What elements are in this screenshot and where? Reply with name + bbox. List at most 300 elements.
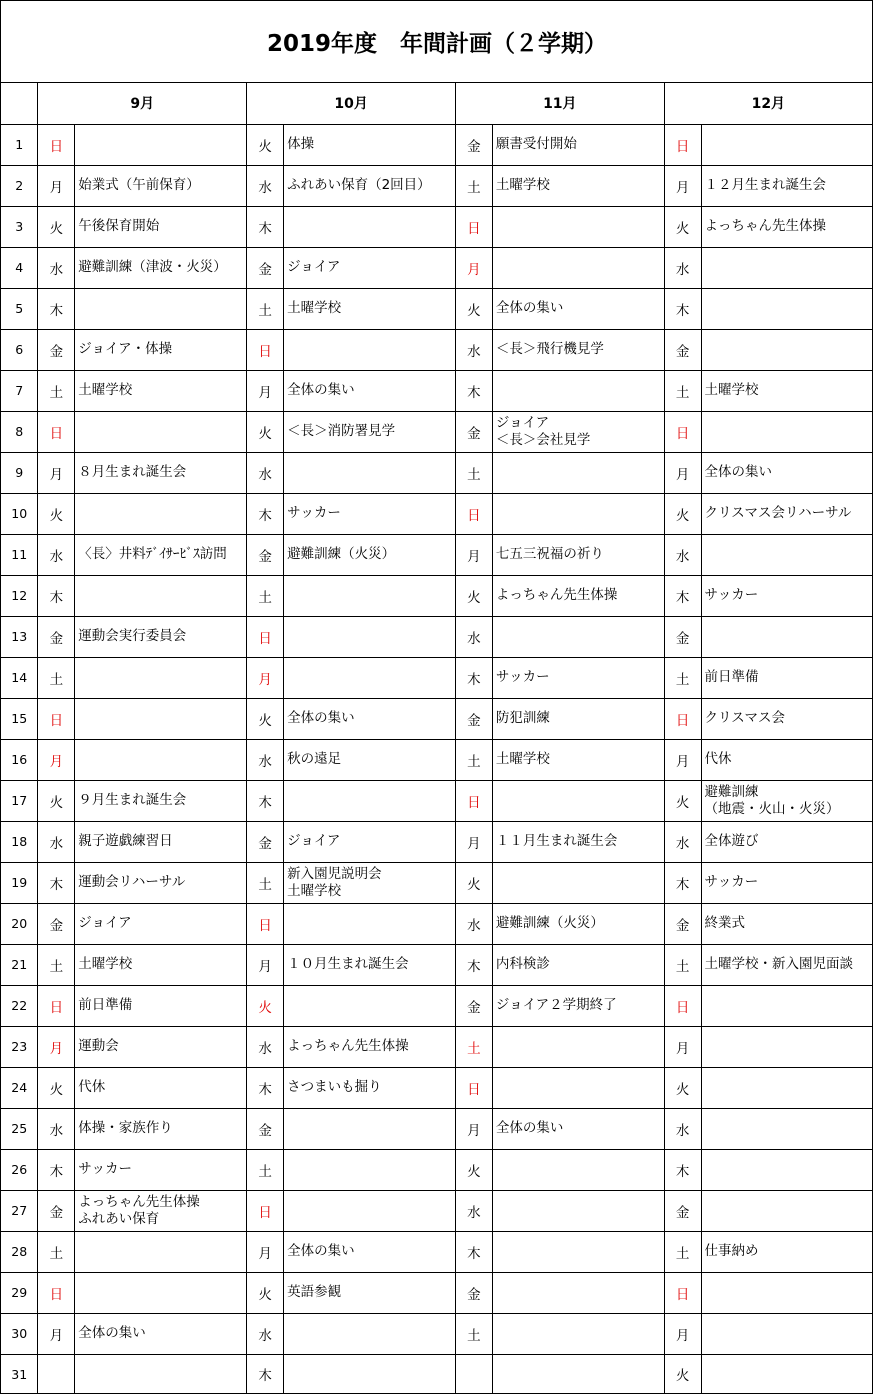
event-cell: [492, 780, 664, 821]
event-cell: 土曜学校: [701, 370, 872, 411]
event-cell: サッカー: [492, 657, 664, 698]
event-cell: 全体遊び: [701, 821, 872, 862]
weekday-cell: 日: [38, 411, 75, 452]
day-number: 17: [1, 780, 38, 821]
event-cell: [75, 739, 247, 780]
weekday-cell: 木: [455, 1231, 492, 1272]
weekday-cell: 日: [455, 206, 492, 247]
weekday-cell: 水: [38, 821, 75, 862]
weekday-cell: 土: [455, 452, 492, 493]
table-row: [1, 1231, 872, 1272]
table-row: [1, 780, 872, 821]
weekday-cell: 金: [664, 1190, 701, 1231]
day-number: 4: [1, 247, 38, 288]
table-row: [1, 985, 872, 1026]
weekday-cell: [455, 1354, 492, 1394]
event-cell: [492, 1067, 664, 1108]
weekday-cell: 火: [38, 1067, 75, 1108]
page-title: 2019年度 年間計画（２学期）: [1, 1, 873, 83]
event-cell: ９月生まれ誕生会: [75, 780, 247, 821]
event-cell: 願書受付開始: [492, 124, 664, 165]
day-number: 16: [1, 739, 38, 780]
weekday-cell: 月: [38, 452, 75, 493]
weekday-cell: 木: [247, 206, 284, 247]
weekday-cell: 土: [664, 1231, 701, 1272]
event-cell: 土曜学校: [75, 370, 247, 411]
weekday-cell: 月: [664, 739, 701, 780]
event-cell: 全体の集い: [284, 370, 456, 411]
schedule-table: [1, 83, 872, 1394]
weekday-cell: 火: [247, 124, 284, 165]
event-cell: ジョイア: [75, 903, 247, 944]
event-cell: 代休: [75, 1067, 247, 1108]
event-cell: 英語参観: [284, 1272, 456, 1313]
table-row: [1, 1067, 872, 1108]
event-cell: サッカー: [284, 493, 456, 534]
event-cell: 土曜学校: [492, 739, 664, 780]
event-cell: 運動会実行委員会: [75, 616, 247, 657]
event-cell: [492, 247, 664, 288]
event-cell: [492, 452, 664, 493]
weekday-cell: 金: [38, 1190, 75, 1231]
weekday-cell: 金: [455, 698, 492, 739]
event-cell: [492, 493, 664, 534]
weekday-cell: 日: [664, 411, 701, 452]
weekday-cell: 火: [247, 411, 284, 452]
weekday-cell: 土: [664, 657, 701, 698]
weekday-cell: 金: [247, 534, 284, 575]
weekday-cell: 火: [664, 1354, 701, 1394]
weekday-cell: 日: [664, 1272, 701, 1313]
weekday-cell: 月: [455, 247, 492, 288]
event-cell: [492, 1190, 664, 1231]
weekday-cell: 土: [38, 944, 75, 985]
table-row: [1, 288, 872, 329]
weekday-cell: 日: [38, 985, 75, 1026]
event-cell: [492, 1231, 664, 1272]
day-number: 21: [1, 944, 38, 985]
day-number: 8: [1, 411, 38, 452]
table-row: [1, 206, 872, 247]
table-row: [1, 452, 872, 493]
event-cell: 全体の集い: [75, 1313, 247, 1354]
event-cell: [75, 493, 247, 534]
day-number: 6: [1, 329, 38, 370]
corner-cell: [1, 83, 38, 124]
table-row: [1, 1149, 872, 1190]
event-cell: [492, 206, 664, 247]
event-cell: 全体の集い: [284, 1231, 456, 1272]
weekday-cell: 金: [38, 329, 75, 370]
event-cell: [701, 1149, 872, 1190]
event-cell: [701, 124, 872, 165]
day-number: 20: [1, 903, 38, 944]
weekday-cell: 水: [664, 821, 701, 862]
weekday-cell: 水: [455, 329, 492, 370]
event-cell: サッカー: [75, 1149, 247, 1190]
event-cell: [492, 1272, 664, 1313]
weekday-cell: 木: [38, 575, 75, 616]
day-number: 25: [1, 1108, 38, 1149]
event-cell: 土曜学校・新入園児面談: [701, 944, 872, 985]
weekday-cell: 月: [38, 1026, 75, 1067]
weekday-cell: 木: [455, 944, 492, 985]
event-cell: ジョイア: [284, 821, 456, 862]
event-cell: [701, 1354, 872, 1394]
weekday-cell: 日: [38, 1272, 75, 1313]
day-number: 18: [1, 821, 38, 862]
weekday-cell: 月: [664, 1026, 701, 1067]
day-number: 30: [1, 1313, 38, 1354]
weekday-cell: 火: [664, 206, 701, 247]
weekday-cell: 月: [247, 370, 284, 411]
weekday-cell: 金: [664, 616, 701, 657]
table-row: [1, 493, 872, 534]
weekday-cell: 月: [247, 1231, 284, 1272]
event-cell: 秋の遠足: [284, 739, 456, 780]
event-cell: １１月生まれ誕生会: [492, 821, 664, 862]
weekday-cell: 土: [455, 1026, 492, 1067]
event-cell: 午後保育開始: [75, 206, 247, 247]
event-cell: [492, 1026, 664, 1067]
day-number: 22: [1, 985, 38, 1026]
day-number: 2: [1, 165, 38, 206]
event-cell: [701, 247, 872, 288]
event-cell: [701, 1108, 872, 1149]
event-cell: 避難訓練（津波・火災）: [75, 247, 247, 288]
weekday-cell: 日: [664, 698, 701, 739]
weekday-cell: 日: [247, 616, 284, 657]
event-cell: サッカー: [701, 575, 872, 616]
event-cell: 七五三祝福の祈り: [492, 534, 664, 575]
table-row: [1, 739, 872, 780]
weekday-cell: 土: [455, 165, 492, 206]
event-cell: [701, 329, 872, 370]
event-cell: 親子遊戯練習日: [75, 821, 247, 862]
weekday-cell: 日: [38, 124, 75, 165]
weekday-cell: 金: [38, 903, 75, 944]
weekday-cell: 火: [38, 206, 75, 247]
weekday-cell: 火: [247, 698, 284, 739]
event-cell: [75, 698, 247, 739]
weekday-cell: 土: [247, 288, 284, 329]
event-cell: １０月生まれ誕生会: [284, 944, 456, 985]
table-row: [1, 1272, 872, 1313]
event-cell: クリスマス会: [701, 698, 872, 739]
month-header-row: [1, 83, 872, 124]
event-cell: 防犯訓練: [492, 698, 664, 739]
event-cell: クリスマス会リハーサル: [701, 493, 872, 534]
weekday-cell: 木: [664, 288, 701, 329]
event-cell: 前日準備: [75, 985, 247, 1026]
weekday-cell: 金: [455, 411, 492, 452]
table-row: [1, 1026, 872, 1067]
event-cell: ジョイア ＜長＞会社見学: [492, 411, 664, 452]
event-cell: よっちゃん先生体操: [284, 1026, 456, 1067]
weekday-cell: 水: [455, 616, 492, 657]
event-cell: 全体の集い: [492, 1108, 664, 1149]
event-cell: [492, 370, 664, 411]
event-cell: [75, 411, 247, 452]
event-cell: [284, 657, 456, 698]
event-cell: [75, 1231, 247, 1272]
event-cell: 代休: [701, 739, 872, 780]
event-cell: 全体の集い: [284, 698, 456, 739]
event-cell: ＜長＞消防署見学: [284, 411, 456, 452]
event-cell: 終業式: [701, 903, 872, 944]
day-number: 1: [1, 124, 38, 165]
event-cell: ジョイア２学期終了: [492, 985, 664, 1026]
weekday-cell: 水: [247, 452, 284, 493]
weekday-cell: 月: [455, 534, 492, 575]
weekday-cell: 土: [455, 1313, 492, 1354]
weekday-cell: 木: [247, 780, 284, 821]
weekday-cell: 日: [455, 780, 492, 821]
event-cell: [284, 1354, 456, 1394]
event-cell: [75, 575, 247, 616]
weekday-cell: 月: [664, 165, 701, 206]
weekday-cell: 水: [664, 1108, 701, 1149]
event-cell: 全体の集い: [701, 452, 872, 493]
table-row: [1, 1190, 872, 1231]
weekday-cell: 火: [664, 493, 701, 534]
event-cell: 始業式（午前保育）: [75, 165, 247, 206]
event-cell: 新入園児説明会 土曜学校: [284, 862, 456, 903]
day-number: 19: [1, 862, 38, 903]
event-cell: [701, 534, 872, 575]
weekday-cell: 火: [455, 862, 492, 903]
event-cell: [75, 657, 247, 698]
weekday-cell: 木: [38, 1149, 75, 1190]
weekday-cell: 火: [455, 575, 492, 616]
weekday-cell: 木: [455, 657, 492, 698]
weekday-cell: 土: [38, 657, 75, 698]
weekday-cell: 水: [664, 247, 701, 288]
table-row: [1, 124, 872, 165]
event-cell: 〈長〉井料ﾃﾞｲｻｰﾋﾞｽ訪問: [75, 534, 247, 575]
event-cell: [75, 124, 247, 165]
event-cell: 仕事納め: [701, 1231, 872, 1272]
table-row: [1, 1354, 872, 1394]
day-number: 9: [1, 452, 38, 493]
day-number: 3: [1, 206, 38, 247]
weekday-cell: 金: [664, 329, 701, 370]
weekday-cell: 金: [664, 903, 701, 944]
weekday-cell: 土: [664, 944, 701, 985]
event-cell: [75, 1354, 247, 1394]
event-cell: ＜長＞飛行機見学: [492, 329, 664, 370]
weekday-cell: 日: [38, 698, 75, 739]
weekday-cell: 金: [455, 985, 492, 1026]
weekday-cell: 月: [38, 739, 75, 780]
weekday-cell: 木: [664, 1149, 701, 1190]
weekday-cell: 火: [247, 1272, 284, 1313]
weekday-cell: 水: [247, 1313, 284, 1354]
weekday-cell: 月: [247, 944, 284, 985]
event-cell: 土曜学校: [492, 165, 664, 206]
event-cell: [492, 1354, 664, 1394]
event-cell: [701, 1026, 872, 1067]
weekday-cell: 日: [455, 1067, 492, 1108]
weekday-cell: 木: [664, 862, 701, 903]
table-row: [1, 862, 872, 903]
weekday-cell: 土: [664, 370, 701, 411]
weekday-cell: 月: [455, 1108, 492, 1149]
event-cell: [492, 1149, 664, 1190]
event-cell: [284, 780, 456, 821]
day-number: 7: [1, 370, 38, 411]
table-row: [1, 329, 872, 370]
weekday-cell: 水: [38, 534, 75, 575]
weekday-cell: 木: [247, 1067, 284, 1108]
event-cell: 避難訓練（火災）: [284, 534, 456, 575]
table-row: [1, 944, 872, 985]
weekday-cell: 火: [664, 780, 701, 821]
weekday-cell: 土: [455, 739, 492, 780]
weekday-cell: 火: [455, 288, 492, 329]
event-cell: 土曜学校: [75, 944, 247, 985]
weekday-cell: 日: [247, 903, 284, 944]
day-number: 11: [1, 534, 38, 575]
weekday-cell: 土: [247, 862, 284, 903]
weekday-cell: 日: [247, 1190, 284, 1231]
weekday-cell: 木: [38, 862, 75, 903]
weekday-cell: 日: [664, 124, 701, 165]
event-cell: [284, 903, 456, 944]
event-cell: 体操: [284, 124, 456, 165]
event-cell: 避難訓練（火災）: [492, 903, 664, 944]
event-cell: [75, 1272, 247, 1313]
weekday-cell: 月: [664, 452, 701, 493]
event-cell: 避難訓練 （地震・火山・火災）: [701, 780, 872, 821]
weekday-cell: 木: [455, 370, 492, 411]
weekday-cell: 金: [247, 1108, 284, 1149]
weekday-cell: 月: [455, 821, 492, 862]
weekday-cell: 水: [247, 165, 284, 206]
event-cell: よっちゃん先生体操: [701, 206, 872, 247]
event-cell: [701, 1190, 872, 1231]
event-cell: [492, 1313, 664, 1354]
weekday-cell: 土: [247, 1149, 284, 1190]
weekday-cell: 火: [247, 985, 284, 1026]
event-cell: 前日準備: [701, 657, 872, 698]
weekday-cell: 火: [455, 1149, 492, 1190]
event-cell: [492, 616, 664, 657]
weekday-cell: 金: [38, 616, 75, 657]
weekday-cell: 金: [455, 124, 492, 165]
weekday-cell: 水: [38, 1108, 75, 1149]
weekday-cell: 月: [38, 1313, 75, 1354]
table-row: [1, 821, 872, 862]
table-row: [1, 247, 872, 288]
event-cell: 体操・家族作り: [75, 1108, 247, 1149]
weekday-cell: 木: [247, 1354, 284, 1394]
day-number: 24: [1, 1067, 38, 1108]
day-number: 27: [1, 1190, 38, 1231]
event-cell: [284, 1149, 456, 1190]
month-header-sep: 9月: [38, 83, 247, 124]
event-cell: [284, 1190, 456, 1231]
month-header-dec: 12月: [664, 83, 872, 124]
table-row: [1, 1313, 872, 1354]
weekday-cell: 木: [247, 493, 284, 534]
event-cell: よっちゃん先生体操: [492, 575, 664, 616]
day-number: 29: [1, 1272, 38, 1313]
event-cell: 内科検診: [492, 944, 664, 985]
event-cell: [701, 985, 872, 1026]
table-row: [1, 165, 872, 206]
day-number: 5: [1, 288, 38, 329]
event-cell: ８月生まれ誕生会: [75, 452, 247, 493]
event-cell: サッカー: [701, 862, 872, 903]
event-cell: [284, 575, 456, 616]
day-number: 13: [1, 616, 38, 657]
weekday-cell: 土: [38, 1231, 75, 1272]
weekday-cell: 水: [247, 1026, 284, 1067]
event-cell: ジョイア: [284, 247, 456, 288]
event-cell: [701, 411, 872, 452]
weekday-cell: 土: [38, 370, 75, 411]
event-cell: さつまいも掘り: [284, 1067, 456, 1108]
day-number: 14: [1, 657, 38, 698]
table-row: [1, 616, 872, 657]
weekday-cell: 火: [664, 1067, 701, 1108]
table-row: [1, 903, 872, 944]
event-cell: [492, 862, 664, 903]
day-number: 31: [1, 1354, 38, 1394]
weekday-cell: 水: [247, 739, 284, 780]
weekday-cell: 火: [38, 780, 75, 821]
event-cell: [284, 329, 456, 370]
table-row: [1, 411, 872, 452]
month-header-nov: 11月: [455, 83, 664, 124]
event-cell: [701, 1067, 872, 1108]
event-cell: [284, 616, 456, 657]
event-cell: 土曜学校: [284, 288, 456, 329]
weekday-cell: 月: [664, 1313, 701, 1354]
weekday-cell: 金: [247, 821, 284, 862]
event-cell: [284, 985, 456, 1026]
weekday-cell: 火: [38, 493, 75, 534]
table-row: [1, 575, 872, 616]
day-number: 28: [1, 1231, 38, 1272]
weekday-cell: 日: [247, 329, 284, 370]
weekday-cell: 月: [247, 657, 284, 698]
weekday-cell: 水: [38, 247, 75, 288]
weekday-cell: 水: [664, 534, 701, 575]
weekday-cell: 月: [38, 165, 75, 206]
weekday-cell: 水: [455, 903, 492, 944]
table-row: [1, 657, 872, 698]
table-row: [1, 534, 872, 575]
event-cell: ふれあい保育（2回目）: [284, 165, 456, 206]
event-cell: よっちゃん先生体操 ふれあい保育: [75, 1190, 247, 1231]
weekday-cell: 土: [247, 575, 284, 616]
day-number: 10: [1, 493, 38, 534]
weekday-cell: 日: [664, 985, 701, 1026]
event-cell: [701, 1272, 872, 1313]
table-row: [1, 698, 872, 739]
event-cell: 全体の集い: [492, 288, 664, 329]
weekday-cell: 日: [455, 493, 492, 534]
event-cell: 運動会: [75, 1026, 247, 1067]
day-number: 12: [1, 575, 38, 616]
day-number: 23: [1, 1026, 38, 1067]
table-row: [1, 1108, 872, 1149]
event-cell: １２月生まれ誕生会: [701, 165, 872, 206]
event-cell: [284, 1108, 456, 1149]
day-number: 26: [1, 1149, 38, 1190]
